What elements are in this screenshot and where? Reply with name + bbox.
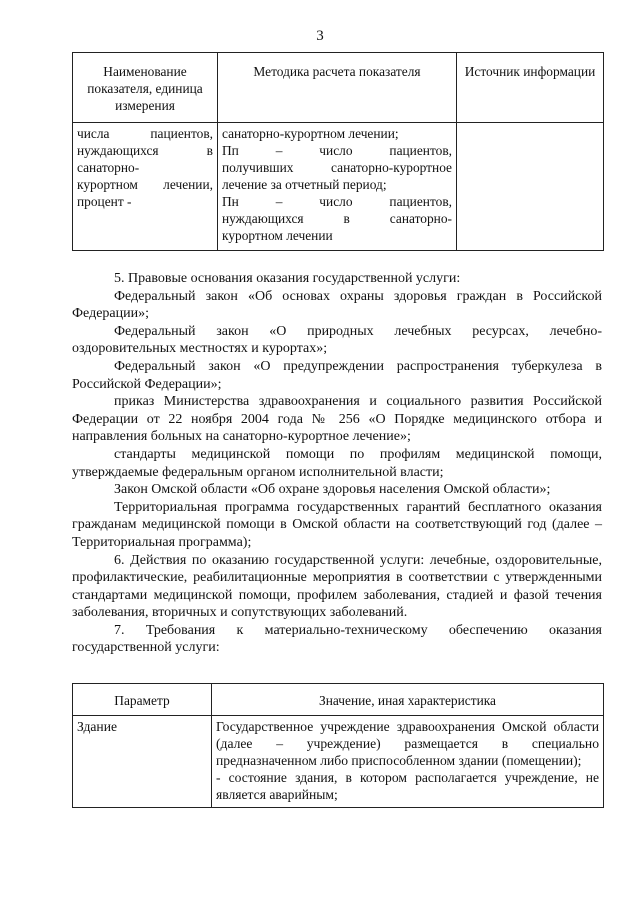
requirements-table [72,683,604,808]
table-header-cell: Значение, иная характеристика [212,684,604,716]
paragraph: Закон Омской области «Об охране здоровья населения Омской области»; [114,482,551,498]
document-body [72,270,602,657]
paragraph: Федеральный закон «Об основах охраны здоровья граждан в Российской Федерации»; [72,288,602,322]
cell-text-line: числа пациентов, [77,126,213,141]
value-text: Государственное учреждение здравоохранения Омской области (далее – учреждение) размещается в специально предназначенном либо приспособленном здании (помещении); [216,719,599,768]
cell-text-line: Пн – число пациентов, [222,194,452,209]
section-heading: 5. Правовые основания оказания государственной услуги: [114,271,461,286]
cell-text-line: курортном лечении [222,228,333,243]
cell-text-line: процент - [77,194,132,209]
table-header-row [73,684,604,716]
value-cell [212,716,604,808]
cell-text-line: курортном лечении, [77,177,213,192]
paragraph: стандарты медицинской помощи по профилям медицинской помощи, утверждаемые федеральным органом исполнительной власти; [72,446,602,480]
table-row [73,716,604,808]
section-heading: 6. Действия по оказанию государственной услуги: лечебные, оздоровительные, профилактические, реабилитационные мероприятия в соответствии с утвержденными стандартами медицинской помощи, профилем заболевания, стадией и фазой течения заболевания, вторичных и сопутствующих заболеваний. [72,552,602,621]
cell-text-line: получивших санаторно-курортное [222,160,452,175]
calculation-method-cell [218,123,457,251]
paragraph: приказ Министерства здравоохранения и социального развития Российской Федерации от 22 ноября 2004 года № 256 «О Порядке медицинского отбора и направления больных на санаторно-курортное лечение»; [72,394,602,445]
paragraph: Федеральный закон «О предупреждении распространения туберкулеза в Российской Федерации»; [72,358,602,392]
table-header-cell: Параметр [73,684,212,716]
cell-text-line: нуждающихся в санаторно- [222,211,452,226]
table-header-cell: Источник информации [457,53,604,123]
cell-text-line: санаторно- [77,160,140,175]
table-header-cell: Методика расчета показателя [218,53,457,123]
indicator-table [72,52,604,251]
table-header-row [73,53,604,123]
page-number: 3 [316,28,324,44]
paragraph: Территориальная программа государственных гарантий бесплатного оказания гражданам медицинской помощи в Омской области на соответствующий год (далее – Территориальная программа); [72,499,602,550]
cell-text-line: нуждающихся в [77,143,213,158]
paragraph: Федеральный закон «О природных лечебных ресурсах, лечебно-оздоровительных местностях и курортах»; [72,323,602,357]
table-row [73,123,604,251]
indicator-name-cell [73,123,218,251]
information-source-cell [457,123,604,251]
table-header-cell: Наименование показателя, единица измерения [73,53,218,123]
cell-text-line: лечение за отчетный период; [222,177,387,192]
cell-text-line: санаторно-курортном лечении; [222,126,399,141]
section-heading: 7. Требования к материально-техническому обеспечению оказания государственной услуги: [72,622,602,656]
parameter-cell: Здание [73,716,212,808]
value-text: - состояние здания, в котором располагается учреждение, не является аварийным; [216,770,599,802]
cell-text-line: Пп – число пациентов, [222,143,452,158]
